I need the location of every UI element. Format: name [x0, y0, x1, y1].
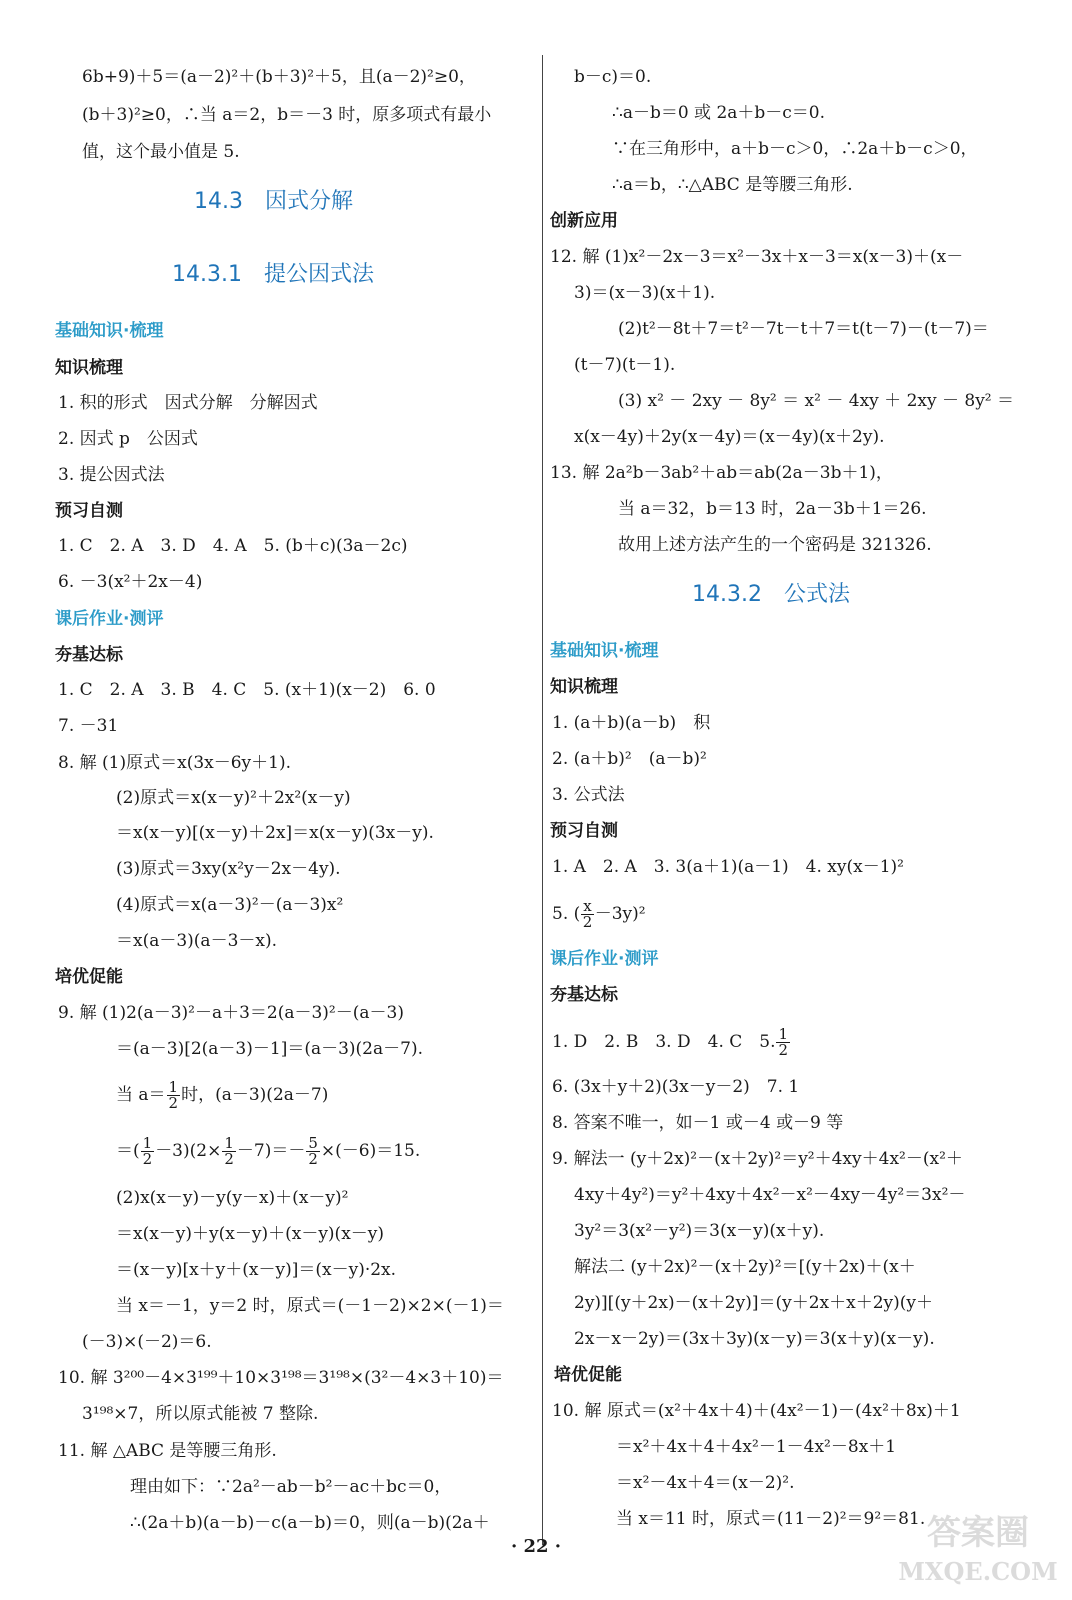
answer-line: 3y²＝3(x²－y²)＝3(x－y)(x＋y). — [574, 1221, 825, 1241]
answer-line: ＝x(x－y)＋y(x－y)＋(x－y)(x－y) — [116, 1224, 385, 1244]
text-line: ∴a＝b，∴△ABC 是等腰三角形. — [612, 175, 853, 195]
watermark-url: MXQE.COM — [898, 1557, 1058, 1586]
text-span: －7)＝－ — [236, 1141, 306, 1161]
fraction-numerator: x — [583, 897, 592, 915]
answer-line: ＝(x－y)[x＋y＋(x－y)]＝(x－y)·2x. — [116, 1260, 397, 1280]
answer-line: 7. －31 — [58, 716, 119, 736]
answer-line: (2)t²－8t＋7＝t²－7t－t＋7＝t(t－7)－(t－7)＝ — [618, 319, 989, 339]
category-heading: 课后作业·测评 — [55, 609, 164, 629]
subheading: 知识梳理 — [550, 677, 618, 697]
fraction-denominator: 2 — [168, 1094, 179, 1112]
answer-line: 1. 积的形式 因式分解 分解因式 — [58, 393, 318, 413]
section-name: 因式分解 — [264, 189, 353, 214]
answer-line: ＝x²－4x＋4＝(x－2)². — [616, 1473, 795, 1493]
answer-line: 当 a＝32，b＝13 时，2a－3b＋1＝26. — [618, 499, 927, 519]
answer-line: (2)原式＝x(x－y)²＋2x²(x－y) — [116, 788, 351, 808]
subheading: 培优促能 — [55, 967, 123, 987]
answer-line: 2y)][(y＋2x)－(x＋2y)]＝(y＋2x＋x＋2y)(y＋ — [574, 1293, 934, 1313]
watermark-text: 答案圈 — [927, 1513, 1029, 1553]
answer-line — [552, 896, 646, 932]
answer-line: 9. 解 (1)2(a－3)²－a＋3＝2(a－3)²－(a－3) — [58, 1003, 404, 1023]
answer-line: 当 x＝－1，y＝2 时，原式＝(－1－2)×2×(－1)＝ — [116, 1296, 504, 1316]
subheading: 预习自测 — [55, 501, 123, 521]
fraction — [222, 1136, 236, 1167]
answer-line: 12. 解 (1)x²－2x－3＝x²－3x＋x－3＝x(x－3)＋(x－ — [550, 247, 964, 267]
text-span: 1. D 2. B 3. D 4. C 5. — [552, 1032, 776, 1052]
answer-line: 3. 提公因式法 — [58, 465, 165, 485]
text-span: －3)(2× — [155, 1141, 222, 1161]
text-line: ∴a－b＝0 或 2a＋b－c＝0. — [612, 103, 826, 123]
text-span: 5. ( — [552, 904, 581, 924]
fraction-denominator: 2 — [224, 1150, 234, 1168]
subsection-number: 14.3.1 — [172, 262, 242, 287]
subheading: 创新应用 — [550, 211, 618, 231]
answer-line: 8. 答案不唯一，如－1 或－4 或－9 等 — [552, 1113, 844, 1133]
answer-line: 10. 解 原式＝(x²＋4x＋4)＋(4x²－1)－(4x²＋8x)＋1 — [552, 1401, 961, 1421]
answer-line: 4xy＋4y²)＝y²＋4xy＋4x²－x²－4xy－4y²＝3x²－ — [574, 1185, 966, 1205]
text-line: ∵在三角形中，a＋b－c＞0，∴2a＋b－c＞0， — [612, 139, 978, 159]
section-number: 14.3 — [194, 189, 243, 214]
text-line: 6b+9)＋5＝(a－2)²＋(b＋3)²＋5，且(a－2)²≥0， — [82, 67, 476, 87]
answer-line: ＝(a－3)[2(a－3)－1]＝(a－3)(2a－7). — [116, 1039, 423, 1059]
answer-line: 理由如下：∵2a²－ab－b²－ac＋bc＝0， — [130, 1477, 452, 1497]
answer-line: 2x－x－2y)＝(3x＋3y)(x－y)＝3(x＋y)(x－y). — [574, 1329, 935, 1349]
category-heading: 基础知识·梳理 — [550, 641, 659, 661]
answer-line: (－3)×(－2)＝6. — [82, 1332, 212, 1352]
answer-line: 3¹⁹⁸×7，所以原式能被 7 整除. — [82, 1404, 319, 1424]
fraction — [167, 1080, 181, 1111]
subheading: 培优促能 — [554, 1365, 622, 1385]
answer-line: 9. 解法一 (y＋2x)²－(x＋2y)²＝y²＋4xy＋4x²－(x²＋ — [552, 1149, 963, 1169]
fraction-numerator: 1 — [142, 1134, 153, 1152]
subsection-title — [172, 264, 374, 286]
column-divider — [542, 55, 543, 1545]
section-title — [194, 191, 353, 213]
fraction-denominator: 2 — [582, 913, 593, 931]
answer-line: 解法二 (y＋2x)²－(x＋2y)²＝[(y＋2x)＋(x＋ — [574, 1257, 916, 1277]
answer-line: 11. 解 △ABC 是等腰三角形. — [58, 1441, 277, 1461]
page-number: · 22 · — [510, 1536, 562, 1557]
text-span: ＝( — [116, 1141, 140, 1161]
text-line: b－c)＝0. — [574, 67, 652, 87]
answer-line: 8. 解 (1)原式＝x(3x－6y＋1). — [58, 753, 292, 773]
subsection-name: 提公因式法 — [263, 262, 374, 287]
answer-line: 1. C 2. A 3. B 4. C 5. (x＋1)(x－2) 6. 0 — [58, 680, 436, 700]
subsection-title — [692, 584, 850, 606]
fraction-denominator: 2 — [308, 1150, 318, 1168]
answer-line — [552, 1024, 791, 1060]
answer-line: (3) x² － 2xy － 8y² ＝ x² － 4xy ＋ 2xy － 8y² ＝ — [618, 391, 1015, 411]
fraction-numerator: 1 — [224, 1134, 234, 1152]
answer-line: 13. 解 2a²b－3ab²＋ab＝ab(2a－3b＋1)， — [550, 463, 893, 483]
subsection-name: 公式法 — [783, 582, 850, 607]
answer-line: 10. 解 3²⁰⁰－4×3¹⁹⁹＋10×3¹⁹⁸＝3¹⁹⁸×(3²－4×3＋10)＝ — [58, 1368, 504, 1388]
answer-line: 当 x＝11 时，原式＝(11－2)²＝9²＝81. — [616, 1509, 926, 1529]
answer-line: 2. (a＋b)² (a－b)² — [552, 749, 707, 769]
answer-line: 6. －3(x²＋2x－4) — [58, 572, 203, 592]
answer-line: 故用上述方法产生的一个密码是 321326. — [618, 535, 932, 555]
answer-line: ＝x(x－y)[(x－y)＋2x]＝x(x－y)(3x－y). — [116, 823, 434, 843]
fraction-numerator: 5 — [308, 1134, 318, 1152]
subheading: 预习自测 — [550, 821, 618, 841]
answer-line: 1. (a＋b)(a－b) 积 — [552, 713, 711, 733]
subheading: 夯基达标 — [55, 645, 123, 665]
answer-line: (t－7)(t－1). — [574, 355, 676, 375]
answer-line: x(x－4y)＋2y(x－4y)＝(x－4y)(x＋2y). — [574, 427, 885, 447]
answer-line: (4)原式＝x(a－3)²－(a－3)x² — [116, 895, 344, 915]
answer-line: (2)x(x－y)－y(y－x)＋(x－y)² — [116, 1188, 349, 1208]
answer-line: ＝x(a－3)(a－3－x). — [116, 931, 278, 951]
answer-line: 1. C 2. A 3. D 4. A 5. (b＋c)(3a－2c) — [58, 536, 408, 556]
fraction — [141, 1136, 155, 1167]
fraction-denominator: 2 — [142, 1150, 153, 1168]
category-heading: 基础知识·梳理 — [55, 321, 164, 341]
text-span: 当 a＝ — [116, 1085, 166, 1105]
answer-line: 3. 公式法 — [552, 785, 625, 805]
answer-line: 6. (3x＋y＋2)(3x－y－2) 7. 1 — [552, 1077, 800, 1097]
answer-line: ∴(2a＋b)(a－b)－c(a－b)＝0，则(a－b)(2a＋ — [130, 1513, 490, 1533]
answer-line: ＝x²＋4x＋4＋4x²－1－4x²－8x＋1 — [616, 1437, 897, 1457]
answer-line: 1. A 2. A 3. 3(a＋1)(a－1) 4. xy(x－1)² — [552, 857, 904, 877]
text-span: 时，(a－3)(2a－7) — [181, 1085, 329, 1105]
subsection-number: 14.3.2 — [692, 582, 762, 607]
fraction-numerator: 1 — [778, 1025, 789, 1043]
fraction — [776, 1027, 790, 1058]
category-heading: 课后作业·测评 — [550, 949, 659, 969]
fraction-numerator: 1 — [168, 1078, 179, 1096]
fraction-denominator: 2 — [778, 1041, 789, 1059]
answer-line — [116, 1133, 420, 1169]
subheading: 知识梳理 — [55, 358, 123, 378]
text-line: (b＋3)²≥0，∴当 a＝2，b＝－3 时，原多项式有最小 — [82, 105, 492, 125]
text-span: ×(－6)＝15. — [320, 1141, 421, 1161]
fraction — [581, 899, 593, 930]
text-line: 值，这个最小值是 5. — [82, 142, 240, 162]
watermark-logo — [888, 1496, 1068, 1596]
fraction — [306, 1136, 320, 1167]
answer-line: (3)原式＝3xy(x²y－2x－4y). — [116, 859, 341, 879]
answer-line: 2. 因式 p 公因式 — [58, 429, 198, 449]
text-span: －3y)² — [594, 904, 646, 924]
answer-line: 3)＝(x－3)(x＋1). — [574, 283, 716, 303]
answer-line — [116, 1077, 328, 1113]
subheading: 夯基达标 — [550, 985, 618, 1005]
